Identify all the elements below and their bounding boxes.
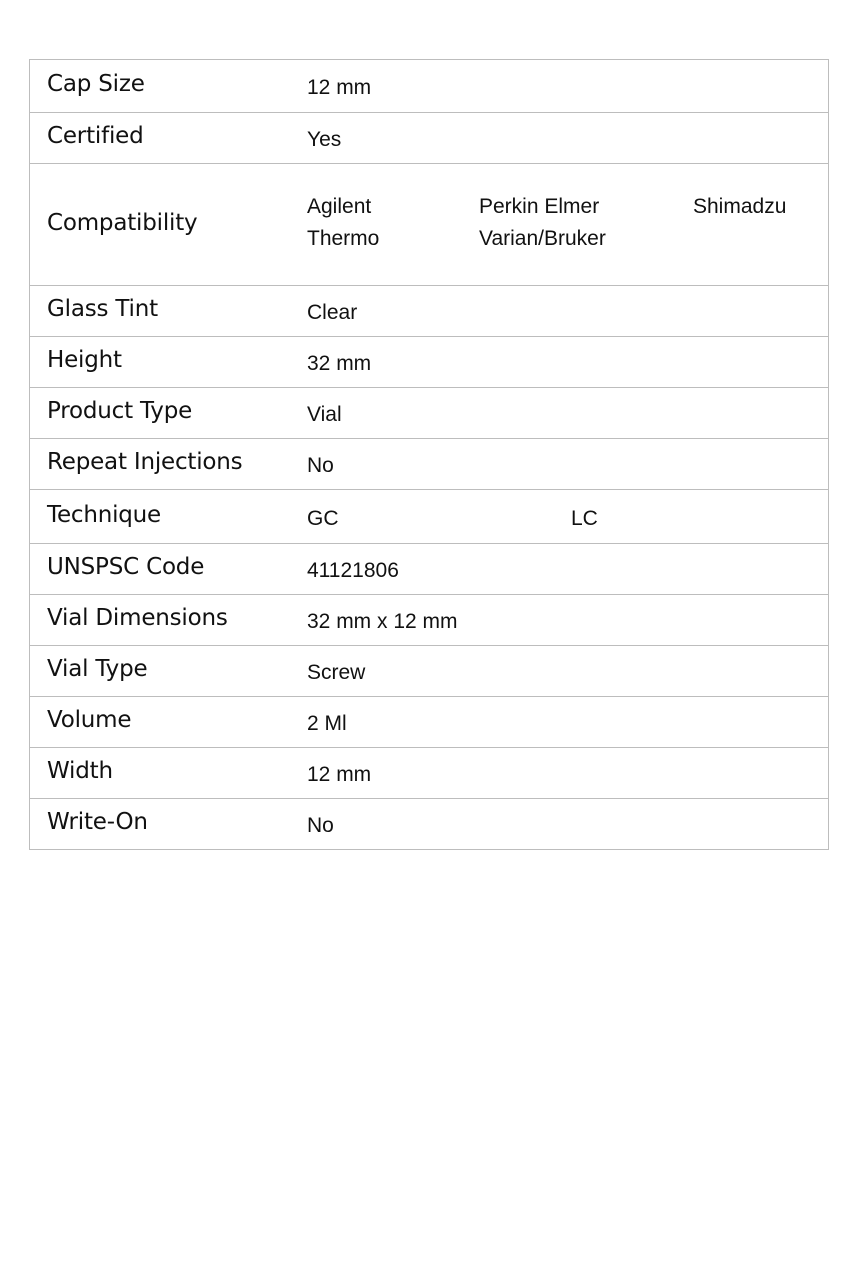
spec-label: Write-On — [47, 809, 148, 835]
spec-row-certified — [30, 112, 828, 163]
spec-label: UNSPSC Code — [47, 554, 205, 580]
spec-label: Vial Type — [47, 656, 148, 682]
spec-value: No — [307, 814, 334, 837]
spec-value-item: Shimadzu — [693, 194, 787, 218]
specifications-table — [29, 59, 829, 850]
spec-label: Vial Dimensions — [47, 605, 228, 631]
spec-value: Yes — [307, 128, 342, 151]
spec-value: Screw — [307, 661, 366, 684]
spec-row-repeat-injections — [30, 438, 828, 489]
spec-value-list — [307, 490, 828, 543]
spec-label: Volume — [47, 707, 132, 733]
spec-row-vial-dimensions — [30, 594, 828, 645]
spec-row-unspsc-code — [30, 543, 828, 594]
spec-label: Glass Tint — [47, 296, 158, 322]
spec-value-item: GC — [307, 506, 339, 530]
spec-row-height — [30, 336, 828, 387]
spec-value-item: Thermo — [307, 226, 380, 250]
spec-label: Height — [47, 347, 122, 373]
spec-label: Repeat Injections — [47, 449, 243, 475]
spec-row-glass-tint — [30, 285, 828, 336]
spec-value: 12 mm — [307, 763, 372, 786]
spec-value-item: Perkin Elmer — [479, 194, 600, 218]
spec-row-width — [30, 747, 828, 798]
spec-row-technique — [30, 489, 828, 543]
spec-row-vial-type — [30, 645, 828, 696]
spec-value: Vial — [307, 403, 342, 426]
spec-value: 12 mm — [307, 76, 372, 99]
spec-value: Clear — [307, 301, 358, 324]
spec-label: Product Type — [47, 398, 193, 424]
spec-row-compatibility — [30, 163, 828, 285]
spec-value: 2 Ml — [307, 712, 347, 735]
spec-value: 32 mm x 12 mm — [307, 610, 458, 633]
spec-row-volume — [30, 696, 828, 747]
spec-label: Width — [47, 758, 113, 784]
spec-value-item: Varian/Bruker — [479, 226, 606, 250]
spec-value-item: LC — [571, 506, 598, 530]
spec-label: Cap Size — [47, 71, 145, 97]
spec-label: Certified — [47, 123, 144, 149]
spec-value-item: Agilent — [307, 194, 372, 218]
spec-label: Compatibility — [47, 209, 198, 236]
spec-value: 32 mm — [307, 352, 372, 375]
spec-value: No — [307, 454, 334, 477]
spec-value-list — [307, 164, 828, 285]
spec-row-product-type — [30, 387, 828, 438]
spec-row-cap-size — [30, 60, 828, 112]
spec-value: 41121806 — [307, 559, 399, 582]
spec-row-write-on — [30, 798, 828, 849]
spec-label: Technique — [47, 501, 162, 528]
